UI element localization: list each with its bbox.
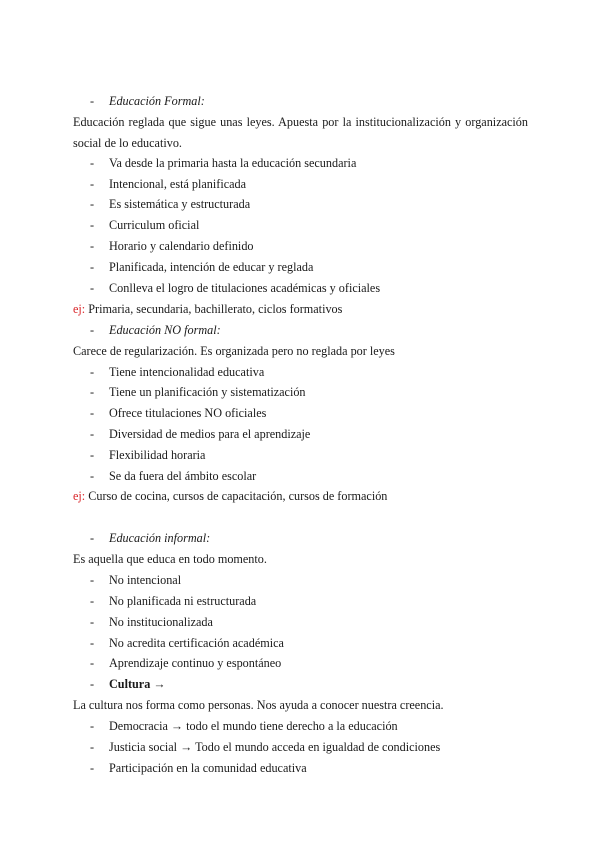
heading-informal: Educación informal: [109, 531, 211, 545]
heading-cultura: Cultura → [109, 677, 166, 691]
informal-description: Es aquella que educa en todo momento. [73, 552, 267, 566]
example-text: Curso de cocina, cursos de capacitación, cursos de formación [85, 489, 388, 503]
cultura-description: La cultura nos forma como personas. Nos ayuda a conocer nuestra creencia. [73, 698, 444, 712]
document-page: - Educación Formal: Educación reglada que sigue unas leyes. Apuesta por la institucionalización y organización social de lo educativo. - Va desde la primaria hasta la educación secundaria - Intencional, está planificada - Es sistemática y estructurada - Curriculum oficial - Horario y calendario definido - Planificada, intención de educar y reglada - Conlleva el logro de titulaciones académicas y oficiales ej: Primaria, secundaria, bachillerato, ciclos formativos - Educación NO formal: Carece de regularización. Es organizada pero no reglada por leyes - Tiene intencionalidad educativa - Tiene un planificación y sistematización - Ofrece titulaciones NO oficiales - Diversidad de medios para el aprendizaje - Flexibilidad horaria - Se da fuera del ámbito escolar ej: Curso de cocina, cursos de capacitación, cursos de formación - Educación informal: Es aquella que educa en todo momento. - No intencional - No planificada ni estructurada - No institucionalizada - No acredita certificación académica - Aprendizaje continuo y espontáneo - Cultura → La cultura nos forma como personas. Nos ayuda a conocer nuestra creencia. - Democracia → todo el mundo tiene derecho a la educación - Justicia social → Todo el mundo acceda en igualdad de condiciones - Participación en la comunidad educativa [73, 94, 528, 775]
no-formal-description: Carece de regularización. Es organizada pero no reglada por leyes [73, 344, 395, 358]
heading-no-formal: Educación NO formal: [109, 323, 221, 337]
example-text: Primaria, secundaria, bachillerato, ciclos formativos [85, 302, 343, 316]
heading-formal: Educación Formal: [109, 94, 205, 108]
example-formal [73, 301, 342, 317]
example-no-formal [73, 488, 387, 504]
bullet-dash: - [90, 94, 95, 108]
example-label: ej: [73, 489, 86, 503]
example-label: ej: [73, 302, 86, 316]
formal-description: Educación reglada que sigue unas leyes. Apuesta por la institucionalización y organización social de lo educativo. [73, 115, 528, 150]
